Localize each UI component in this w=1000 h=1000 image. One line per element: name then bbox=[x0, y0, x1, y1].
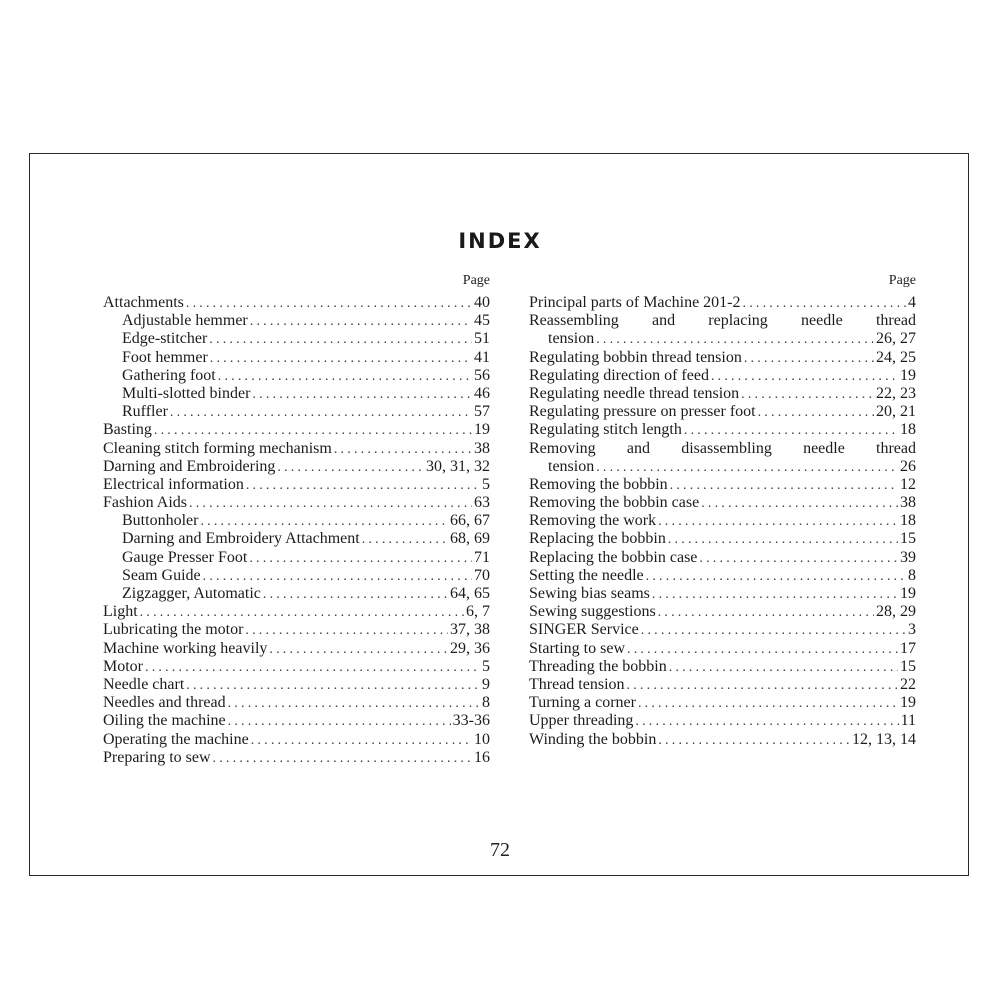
page-column-header: Page bbox=[888, 273, 916, 288]
entry-page: 6, 7 bbox=[466, 603, 490, 621]
dot-leader bbox=[669, 659, 898, 676]
entry-label: tension bbox=[548, 330, 595, 348]
entry-label: Starting to sew bbox=[529, 639, 625, 657]
entry-page: 37, 38 bbox=[450, 621, 490, 639]
index-entry bbox=[529, 621, 916, 639]
entry-label: Preparing to sew bbox=[103, 748, 211, 766]
entry-label: Lubricating the motor bbox=[103, 621, 244, 639]
dot-leader bbox=[170, 404, 472, 421]
dot-leader bbox=[203, 568, 472, 585]
dot-leader bbox=[758, 404, 874, 421]
entry-label: Edge-stitcher bbox=[122, 330, 208, 348]
entry-page: 68, 69 bbox=[450, 530, 490, 548]
entry-label: Seam Guide bbox=[122, 566, 201, 584]
dot-leader bbox=[200, 513, 448, 530]
entry-label: Removing the bobbin bbox=[529, 475, 668, 493]
entry-page: 57 bbox=[474, 403, 490, 421]
index-entry bbox=[103, 403, 490, 421]
entry-label: Operating the machine bbox=[103, 730, 249, 748]
entry-label: Sewing bias seams bbox=[529, 585, 650, 602]
dot-leader bbox=[154, 422, 472, 439]
index-entry bbox=[529, 512, 916, 530]
index-entry bbox=[529, 476, 916, 494]
dot-leader bbox=[744, 350, 874, 367]
index-entry bbox=[103, 640, 490, 658]
entry-label: Regulating stitch length bbox=[529, 421, 682, 439]
entry-page: 17 bbox=[900, 639, 916, 657]
index-entry bbox=[103, 530, 490, 548]
entry-label: Multi-slotted binder bbox=[122, 384, 251, 402]
dot-leader bbox=[249, 550, 472, 567]
entry-page: 22, 23 bbox=[876, 384, 916, 402]
index-entry bbox=[103, 458, 490, 476]
dot-leader bbox=[263, 586, 448, 603]
entry-page: 8 bbox=[482, 694, 490, 712]
dot-leader bbox=[210, 350, 472, 367]
index-entry bbox=[529, 494, 916, 512]
entry-label: Motor bbox=[103, 657, 143, 675]
index-entry bbox=[103, 567, 490, 585]
dot-leader bbox=[140, 604, 464, 621]
entry-label: Regulating needle thread tension bbox=[529, 384, 740, 402]
index-entry bbox=[529, 421, 916, 439]
dot-leader bbox=[743, 295, 907, 312]
entry-page: 10 bbox=[474, 730, 490, 748]
index-entry-continuation bbox=[529, 330, 916, 348]
entry-page: 39 bbox=[900, 548, 916, 566]
index-entry bbox=[529, 530, 916, 548]
entry-page: 40 bbox=[474, 294, 490, 311]
dot-leader bbox=[670, 477, 898, 494]
page-column-header: Page bbox=[462, 273, 490, 288]
entry-label: Gauge Presser Foot bbox=[122, 548, 248, 566]
entry-page: 12, 13, 14 bbox=[852, 730, 916, 748]
dot-leader bbox=[658, 732, 850, 749]
entry-page: 18 bbox=[900, 512, 916, 530]
index-entry bbox=[103, 621, 490, 639]
index-entry bbox=[103, 585, 490, 603]
dot-leader bbox=[269, 641, 448, 658]
entry-label: Attachments bbox=[103, 294, 184, 311]
entry-label: Machine working heavily bbox=[103, 639, 268, 657]
entry-page: 33-36 bbox=[452, 712, 490, 730]
dot-leader bbox=[246, 477, 480, 494]
index-entry bbox=[529, 367, 916, 385]
entry-label: Gathering foot bbox=[122, 366, 216, 384]
entry-label-word: and bbox=[651, 312, 676, 330]
entry-label: Replacing the bobbin bbox=[529, 530, 666, 548]
entry-label: Principal parts of Machine 201-2 bbox=[529, 294, 741, 311]
entry-page: 15 bbox=[900, 657, 916, 675]
index-list-left bbox=[103, 294, 490, 767]
entry-label: Regulating bobbin thread tension bbox=[529, 348, 742, 366]
dot-leader bbox=[250, 313, 472, 330]
entry-label-word: disassembling bbox=[681, 439, 772, 457]
entry-page: 38 bbox=[474, 439, 490, 457]
entry-page: 19 bbox=[900, 694, 916, 712]
entry-page: 19 bbox=[900, 585, 916, 602]
index-entry bbox=[103, 476, 490, 494]
entry-label: Fashion Aids bbox=[103, 494, 188, 512]
entry-page: 20, 21 bbox=[876, 403, 916, 421]
dot-leader bbox=[209, 331, 472, 348]
dot-leader bbox=[684, 422, 898, 439]
index-entry-continuation bbox=[529, 458, 916, 476]
index-entry bbox=[529, 549, 916, 567]
dot-leader bbox=[646, 568, 906, 585]
entry-label: Light bbox=[103, 603, 138, 621]
index-entry bbox=[103, 658, 490, 676]
index-entry bbox=[529, 385, 916, 403]
index-column-right bbox=[529, 272, 916, 749]
entry-page: 38 bbox=[900, 494, 916, 512]
index-entry bbox=[103, 349, 490, 367]
dot-leader bbox=[641, 622, 906, 639]
dot-leader bbox=[596, 459, 898, 476]
index-entry bbox=[103, 549, 490, 567]
entry-page: 9 bbox=[482, 675, 490, 693]
dot-leader bbox=[362, 531, 448, 548]
entry-label: Needles and thread bbox=[103, 694, 226, 712]
dot-leader bbox=[145, 659, 480, 676]
entry-label: Darning and Embroidering bbox=[103, 457, 276, 475]
entry-page: 19 bbox=[900, 366, 916, 384]
dot-leader bbox=[635, 713, 898, 730]
index-entry bbox=[103, 330, 490, 348]
index-entry bbox=[103, 367, 490, 385]
entry-label: Buttonholer bbox=[122, 512, 199, 530]
entry-page: 51 bbox=[474, 330, 490, 348]
dot-leader bbox=[277, 459, 424, 476]
entry-page: 5 bbox=[482, 657, 490, 675]
entry-page: 4 bbox=[908, 294, 916, 311]
entry-label: Darning and Embroidery Attachment bbox=[122, 530, 360, 548]
index-entry bbox=[529, 403, 916, 421]
entry-label-word: replacing bbox=[708, 312, 768, 330]
index-entry bbox=[103, 312, 490, 330]
index-entry-first-line bbox=[529, 312, 916, 330]
entry-label-word: and bbox=[626, 439, 650, 457]
index-entry bbox=[103, 712, 490, 730]
index-entry bbox=[103, 421, 490, 439]
index-entry-first-line bbox=[529, 440, 916, 458]
index-entry bbox=[529, 712, 916, 730]
entry-label-word: needle bbox=[803, 439, 845, 457]
entry-label: SINGER Service bbox=[529, 621, 639, 639]
dot-leader bbox=[701, 495, 898, 512]
dot-leader bbox=[741, 386, 874, 403]
entry-page: 3 bbox=[908, 621, 916, 639]
entry-page: 12 bbox=[900, 475, 916, 493]
entry-label: Oiling the machine bbox=[103, 712, 226, 730]
entry-label: Replacing the bobbin case bbox=[529, 548, 698, 566]
entry-label: Turning a corner bbox=[529, 694, 636, 712]
entry-label: Threading the bobbin bbox=[529, 657, 667, 675]
dot-leader bbox=[228, 713, 451, 730]
entry-label: Foot hemmer bbox=[122, 348, 208, 366]
entry-page: 64, 65 bbox=[450, 585, 490, 602]
dot-leader bbox=[658, 513, 898, 530]
entry-page: 71 bbox=[474, 548, 490, 566]
entry-label: Basting bbox=[103, 421, 152, 439]
index-entry bbox=[529, 731, 916, 749]
entry-page: 41 bbox=[474, 348, 490, 366]
entry-label: Setting the needle bbox=[529, 566, 644, 584]
entry-page: 5 bbox=[482, 475, 490, 493]
entry-label: Needle chart bbox=[103, 675, 185, 693]
entry-page: 46 bbox=[474, 384, 490, 402]
entry-label: Thread tension bbox=[529, 675, 625, 693]
entry-label: Sewing suggestions bbox=[529, 603, 656, 621]
index-entry bbox=[529, 694, 916, 712]
index-entry bbox=[529, 603, 916, 621]
entry-label: Zigzagger, Automatic bbox=[122, 585, 261, 602]
entry-page: 8 bbox=[908, 566, 916, 584]
entry-label-word: Reassembling bbox=[529, 312, 619, 330]
entry-label: Upper threading bbox=[529, 712, 634, 730]
index-entry bbox=[103, 440, 490, 458]
dot-leader bbox=[334, 441, 472, 458]
index-entry bbox=[529, 585, 916, 603]
entry-label: Regulating direction of feed bbox=[529, 366, 709, 384]
index-entry bbox=[103, 731, 490, 749]
entry-label-word: thread bbox=[876, 439, 916, 457]
index-entry bbox=[103, 694, 490, 712]
entry-page: 18 bbox=[900, 421, 916, 439]
entry-page: 26 bbox=[900, 457, 916, 475]
index-entry bbox=[529, 640, 916, 658]
dot-leader bbox=[658, 604, 874, 621]
dot-leader bbox=[218, 368, 472, 385]
index-entry bbox=[103, 603, 490, 621]
index-entry bbox=[103, 749, 490, 767]
entry-label-word: needle bbox=[801, 312, 843, 330]
index-entry bbox=[103, 294, 490, 312]
entry-page: 28, 29 bbox=[876, 603, 916, 621]
entry-label: tension bbox=[548, 457, 595, 475]
entry-page: 11 bbox=[900, 712, 916, 730]
index-entry bbox=[529, 658, 916, 676]
index-entry bbox=[103, 512, 490, 530]
index-list-right bbox=[529, 294, 916, 749]
dot-leader bbox=[245, 622, 448, 639]
dot-leader bbox=[213, 750, 472, 767]
entry-label: Removing the bobbin case bbox=[529, 494, 700, 512]
entry-page: 24, 25 bbox=[876, 348, 916, 366]
dot-leader bbox=[627, 677, 898, 694]
entry-label: Removing the work bbox=[529, 512, 657, 530]
dot-leader bbox=[252, 386, 472, 403]
index-entry bbox=[103, 494, 490, 512]
entry-page: 19 bbox=[474, 421, 490, 439]
index-entry bbox=[529, 349, 916, 367]
index-column-left bbox=[103, 272, 490, 767]
dot-leader bbox=[652, 586, 898, 603]
index-entry bbox=[529, 567, 916, 585]
dot-leader bbox=[186, 677, 480, 694]
dot-leader bbox=[228, 695, 480, 712]
entry-page: 15 bbox=[900, 530, 916, 548]
index-entry bbox=[529, 676, 916, 694]
dot-leader bbox=[699, 550, 898, 567]
dot-leader bbox=[627, 641, 898, 658]
index-entry bbox=[103, 385, 490, 403]
dot-leader bbox=[711, 368, 898, 385]
entry-page: 26, 27 bbox=[876, 330, 916, 348]
entry-page: 70 bbox=[474, 566, 490, 584]
dot-leader bbox=[251, 732, 472, 749]
entry-page: 56 bbox=[474, 366, 490, 384]
index-entry bbox=[103, 676, 490, 694]
dot-leader bbox=[186, 295, 472, 312]
entry-label: Cleaning stitch forming mechanism bbox=[103, 439, 332, 457]
entry-page: 16 bbox=[474, 748, 490, 766]
index-title: INDEX bbox=[458, 229, 542, 253]
entry-page: 22 bbox=[900, 675, 916, 693]
entry-page: 66, 67 bbox=[450, 512, 490, 530]
entry-page: 29, 36 bbox=[450, 639, 490, 657]
entry-label-word: thread bbox=[875, 312, 916, 330]
entry-page: 30, 31, 32 bbox=[426, 457, 490, 475]
entry-label: Regulating pressure on presser foot bbox=[529, 403, 756, 421]
entry-label: Adjustable hemmer bbox=[122, 312, 248, 330]
index-entry bbox=[529, 294, 916, 312]
dot-leader bbox=[638, 695, 898, 712]
entry-page: 63 bbox=[474, 494, 490, 512]
entry-label: Ruffler bbox=[122, 403, 168, 421]
page-number: 72 bbox=[490, 839, 510, 861]
entry-label: Electrical information bbox=[103, 475, 244, 493]
dot-leader bbox=[189, 495, 472, 512]
entry-label: Winding the bobbin bbox=[529, 730, 657, 748]
entry-label-word: Removing bbox=[529, 439, 596, 457]
dot-leader bbox=[596, 331, 874, 348]
entry-page: 45 bbox=[474, 312, 490, 330]
dot-leader bbox=[668, 531, 898, 548]
